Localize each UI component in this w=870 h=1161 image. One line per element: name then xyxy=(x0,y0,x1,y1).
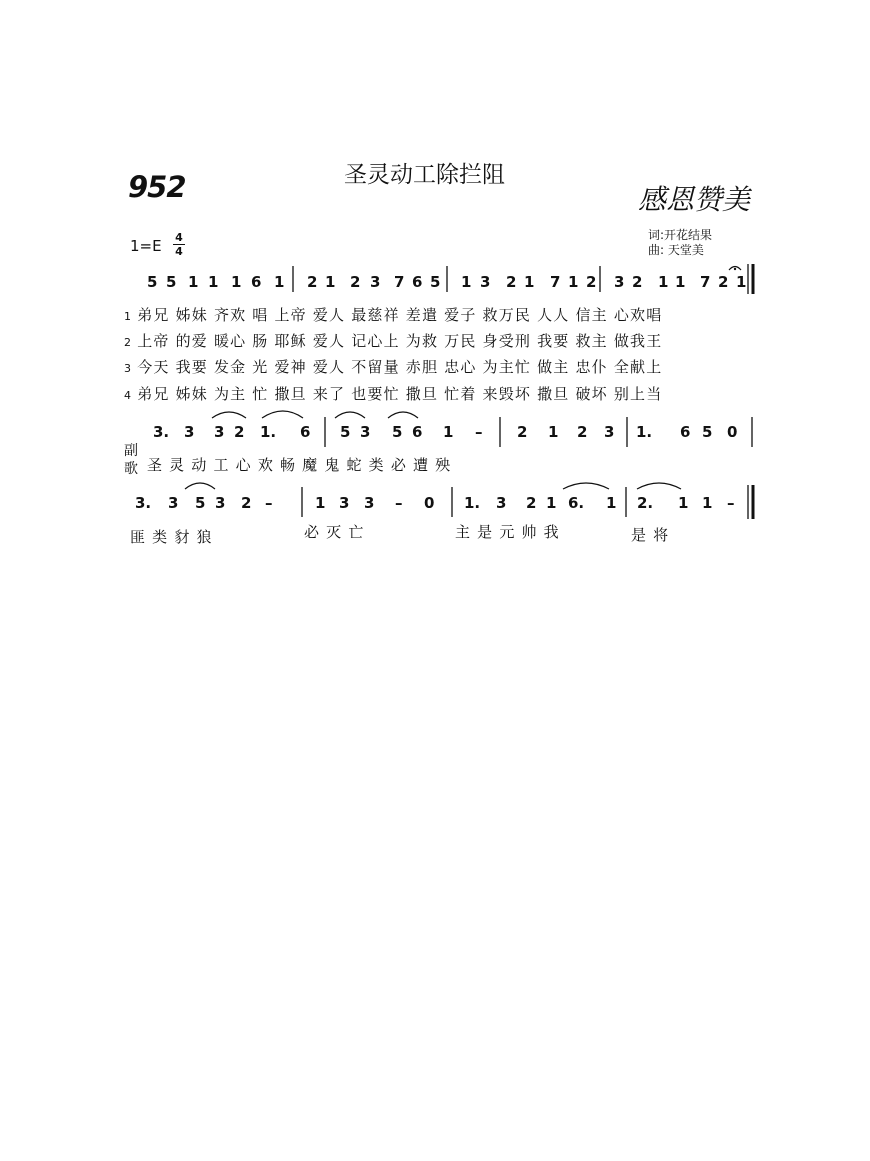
notation-line-3 xyxy=(135,494,735,512)
note: 1 xyxy=(736,273,747,291)
note: 2 xyxy=(577,423,588,441)
slur xyxy=(563,483,609,489)
note: 7 xyxy=(700,273,711,291)
chorus-lyric-2c: 主 是 元 帅 我 xyxy=(455,523,560,541)
note: 7 xyxy=(550,273,561,291)
note: 6 xyxy=(412,423,423,441)
note: 3 xyxy=(168,494,179,512)
note: 3 xyxy=(496,494,507,512)
note: 0 xyxy=(727,423,738,441)
note: – xyxy=(395,494,403,512)
chorus-lyric-1: 圣 灵 动 工 心 欢 畅 魔 鬼 蛇 类 必 遭 殃 xyxy=(147,456,452,474)
note: 2 xyxy=(718,273,729,291)
notation-line-2 xyxy=(153,423,737,441)
note: 3 xyxy=(215,494,226,512)
note: 2. xyxy=(637,494,654,512)
note: 3. xyxy=(135,494,152,512)
note: 1 xyxy=(231,273,242,291)
note: 2 xyxy=(632,273,643,291)
note: 1. xyxy=(464,494,481,512)
verse-1 xyxy=(124,304,662,325)
note: 3. xyxy=(153,423,170,441)
note: 1 xyxy=(568,273,579,291)
verse-2 xyxy=(124,330,662,351)
note: 2 xyxy=(307,273,318,291)
chorus-lyric-2b: 必 灭 亡 xyxy=(304,523,365,541)
verse-number: 2 xyxy=(124,336,133,349)
note: 5 xyxy=(392,423,403,441)
verse-3 xyxy=(124,356,662,377)
note: 6 xyxy=(412,273,423,291)
verse-text: 今天 我要 发金 光 爱神 爱人 不留量 赤胆 忠心 为主忙 做主 忠仆 全献上 xyxy=(137,358,663,376)
time-signature-bottom: 4 xyxy=(175,245,183,258)
verse-text: 弟兄 姊妹 为主 忙 撒旦 来了 也要忙 撒旦 忙着 来毁坏 撒旦 破坏 别上当 xyxy=(137,385,663,403)
note: 3 xyxy=(604,423,615,441)
slur xyxy=(262,411,303,418)
slur xyxy=(335,412,365,418)
note: 1. xyxy=(260,423,277,441)
note: 5 xyxy=(340,423,351,441)
note: 3 xyxy=(184,423,195,441)
note: 1. xyxy=(636,423,653,441)
note: 1 xyxy=(208,273,219,291)
note: 5 xyxy=(702,423,713,441)
note: 3 xyxy=(364,494,375,512)
verse-number: 4 xyxy=(124,389,133,402)
note: – xyxy=(475,423,483,441)
note: 3 xyxy=(339,494,350,512)
verse-text: 弟兄 姊妹 齐欢 唱 上帝 爱人 最慈祥 差遣 爱子 救万民 人人 信主 心欢唱 xyxy=(137,306,663,324)
note: – xyxy=(727,494,735,512)
note: 1 xyxy=(546,494,557,512)
note: 1 xyxy=(702,494,713,512)
note: 5 xyxy=(430,273,441,291)
note: 3 xyxy=(480,273,491,291)
note: 2 xyxy=(526,494,537,512)
note: 0 xyxy=(424,494,435,512)
composer-credit: 曲: 天堂美 xyxy=(648,243,704,257)
note: 6 xyxy=(680,423,691,441)
note: 5 xyxy=(195,494,206,512)
note: 5 xyxy=(147,273,158,291)
note: 1 xyxy=(315,494,326,512)
note: 1 xyxy=(325,273,336,291)
slur xyxy=(212,412,246,418)
note: 2 xyxy=(350,273,361,291)
chorus-tag xyxy=(124,442,138,478)
chorus-lyric-2a: 匪 类 豺 狼 xyxy=(130,528,213,546)
hymn-number: 952 xyxy=(128,170,186,204)
chorus-tag-top: 副 xyxy=(124,443,138,459)
note: 3 xyxy=(614,273,625,291)
note: 1 xyxy=(678,494,689,512)
note: – xyxy=(265,494,273,512)
note: 5 xyxy=(166,273,177,291)
lyricist-credit: 词:开花结果 xyxy=(648,228,713,242)
verse-4 xyxy=(124,383,662,404)
fermata-dot xyxy=(734,268,736,270)
note: 2 xyxy=(241,494,252,512)
chorus-tag-bottom: 歌 xyxy=(124,461,138,477)
note: 1 xyxy=(675,273,686,291)
time-signature-top: 4 xyxy=(175,231,183,244)
note: 3 xyxy=(360,423,371,441)
note: 2 xyxy=(234,423,245,441)
verse-number: 3 xyxy=(124,362,133,375)
note: 1 xyxy=(524,273,535,291)
chorus-lyric-2d: 是 将 xyxy=(631,526,670,544)
note: 2 xyxy=(586,273,597,291)
note: 1 xyxy=(461,273,472,291)
verse-text: 上帝 的爱 暖心 肠 耶稣 爱人 记心上 为救 万民 身受刑 我要 救主 做我王 xyxy=(137,332,663,350)
note: 2 xyxy=(517,423,528,441)
note: 1 xyxy=(274,273,285,291)
page-title: 圣灵动工除拦阻 xyxy=(344,162,505,188)
note: 7 xyxy=(394,273,405,291)
slur xyxy=(388,412,418,418)
note: 3 xyxy=(370,273,381,291)
verse-number: 1 xyxy=(124,310,133,323)
collection-title: 感恩赞美 xyxy=(638,183,751,216)
note: 6 xyxy=(251,273,262,291)
slur xyxy=(185,483,215,489)
slur xyxy=(637,483,681,489)
note: 1 xyxy=(188,273,199,291)
note: 6. xyxy=(568,494,585,512)
note: 1 xyxy=(606,494,617,512)
note: 3 xyxy=(214,423,225,441)
note: 6 xyxy=(300,423,311,441)
note: 2 xyxy=(506,273,517,291)
note: 1 xyxy=(658,273,669,291)
note: 1 xyxy=(548,423,559,441)
key-signature: 1=E xyxy=(130,237,162,255)
note: 1 xyxy=(443,423,454,441)
